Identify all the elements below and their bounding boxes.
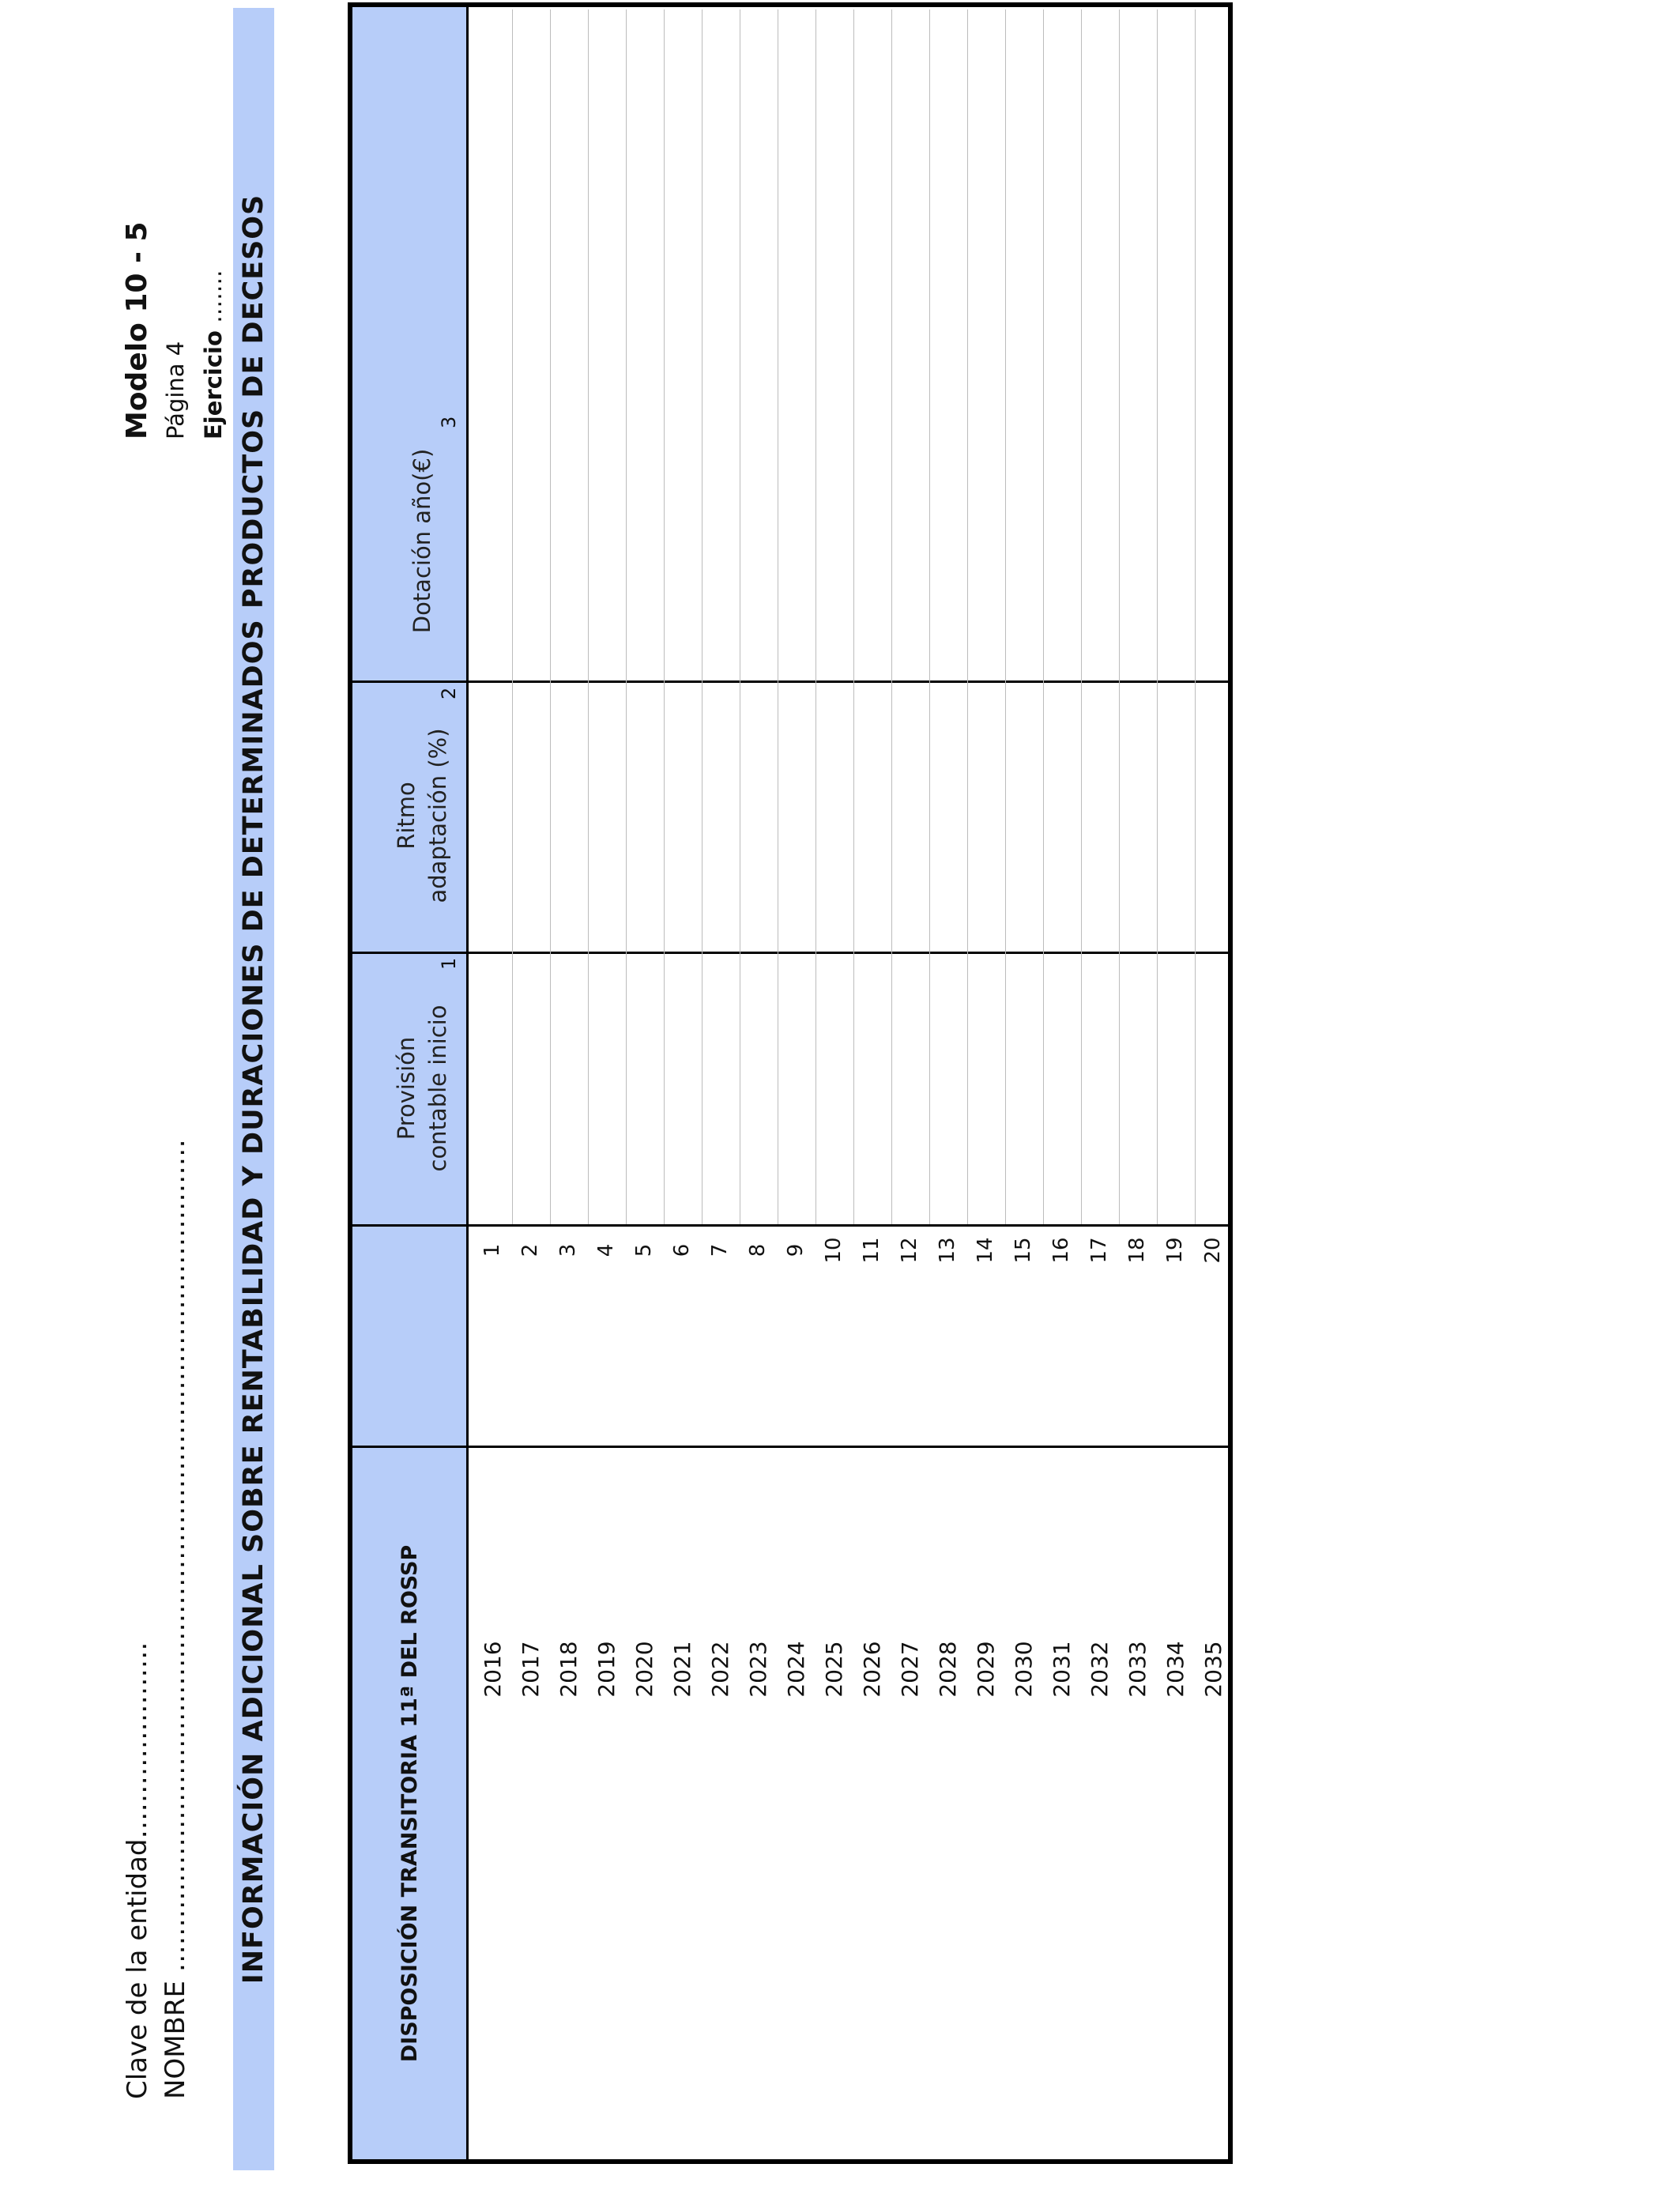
column-header-provision-line2: contable inicio	[424, 1005, 451, 1172]
year-cell: 2024	[783, 1641, 809, 1698]
year-cell: 2019	[593, 1641, 620, 1698]
column-header-ritmo-line2: adaptación (%)	[424, 728, 451, 903]
entity-header	[119, 1139, 194, 2099]
ejercicio-label: Ejercicio	[200, 330, 227, 439]
year-cell: 2027	[897, 1641, 923, 1698]
row-number: 5	[632, 1243, 656, 1257]
year-cell: 2017	[518, 1641, 544, 1698]
year-cell: 2020	[631, 1641, 657, 1698]
year-cell: 2016	[480, 1641, 506, 1698]
year-cell: 2030	[1011, 1641, 1037, 1698]
modelo-label: Modelo 10 - 5	[121, 221, 153, 439]
column-number-2: 2	[438, 687, 460, 699]
page-title: INFORMACIÓN ADICIONAL SOBRE RENTABILIDAD Y DURACIONES DE DETERMINADOS PRODUCTOS DE DECESOS	[233, 8, 274, 2170]
clave-entidad-label: Clave de la entidad………………….	[122, 1642, 153, 2099]
row-number: 11	[860, 1237, 883, 1264]
row-number: 1	[480, 1243, 504, 1257]
row-number: 15	[1011, 1237, 1035, 1264]
column-header-provision	[390, 954, 454, 1223]
column-header-dotacion-line2: Dotación año(€)	[409, 448, 435, 634]
pagina-label: Página 4	[162, 341, 189, 439]
rossp-table	[348, 2, 1233, 2164]
year-cell: 2021	[669, 1641, 695, 1698]
nombre-label: NOMBRE …………………………………………………………………………………	[160, 1139, 191, 2099]
row-number: 10	[822, 1237, 846, 1264]
year-cell: 2025	[821, 1641, 847, 1698]
year-cell: 2035	[1200, 1641, 1226, 1698]
column-number-3: 3	[438, 416, 460, 428]
model-header	[119, 221, 232, 439]
year-cell: 2018	[556, 1641, 582, 1698]
column-header-dotacion	[406, 405, 438, 677]
year-cell: 2031	[1049, 1641, 1075, 1698]
year-cell: 2023	[745, 1641, 771, 1698]
year-cell: 2034	[1162, 1641, 1188, 1698]
ejercicio-line	[194, 221, 232, 439]
row-number: 3	[556, 1243, 580, 1257]
column-divider-1	[352, 1224, 1228, 1227]
year-cell: 2028	[935, 1641, 961, 1698]
row-number: 12	[898, 1237, 921, 1264]
row-number: 8	[746, 1243, 770, 1257]
input-column-1[interactable]	[469, 954, 1227, 1224]
year-cell: 2032	[1087, 1641, 1113, 1698]
year-cell: 2022	[707, 1641, 733, 1698]
column-number-1: 1	[438, 957, 460, 970]
column-header-provision-line1: Provisión	[393, 1036, 420, 1140]
row-number: 7	[708, 1243, 732, 1257]
row-number: 2	[518, 1243, 542, 1257]
row-number: 20	[1201, 1237, 1225, 1264]
row-number: 19	[1163, 1237, 1187, 1264]
row-number: 18	[1125, 1237, 1149, 1264]
input-column-3[interactable]	[469, 9, 1227, 680]
row-number: 9	[784, 1243, 808, 1257]
year-section-divider	[352, 1446, 1228, 1448]
year-cell: 2029	[973, 1641, 999, 1698]
row-number: 14	[974, 1237, 997, 1264]
row-number: 4	[594, 1243, 618, 1257]
input-column-2[interactable]	[469, 681, 1227, 952]
ejercicio-dots: …….	[200, 270, 227, 323]
section-title: DISPOSICIÓN TRANSITORIA 11ª DEL ROSSP	[397, 1544, 422, 2063]
column-header-ritmo	[390, 681, 454, 950]
row-number: 13	[936, 1237, 959, 1264]
year-cell: 2026	[859, 1641, 885, 1698]
row-number: 16	[1049, 1237, 1073, 1264]
column-header-ritmo-line1: Ritmo	[393, 782, 420, 850]
row-number: 17	[1087, 1237, 1111, 1264]
year-cell: 2033	[1124, 1641, 1151, 1698]
row-number: 6	[670, 1243, 694, 1257]
